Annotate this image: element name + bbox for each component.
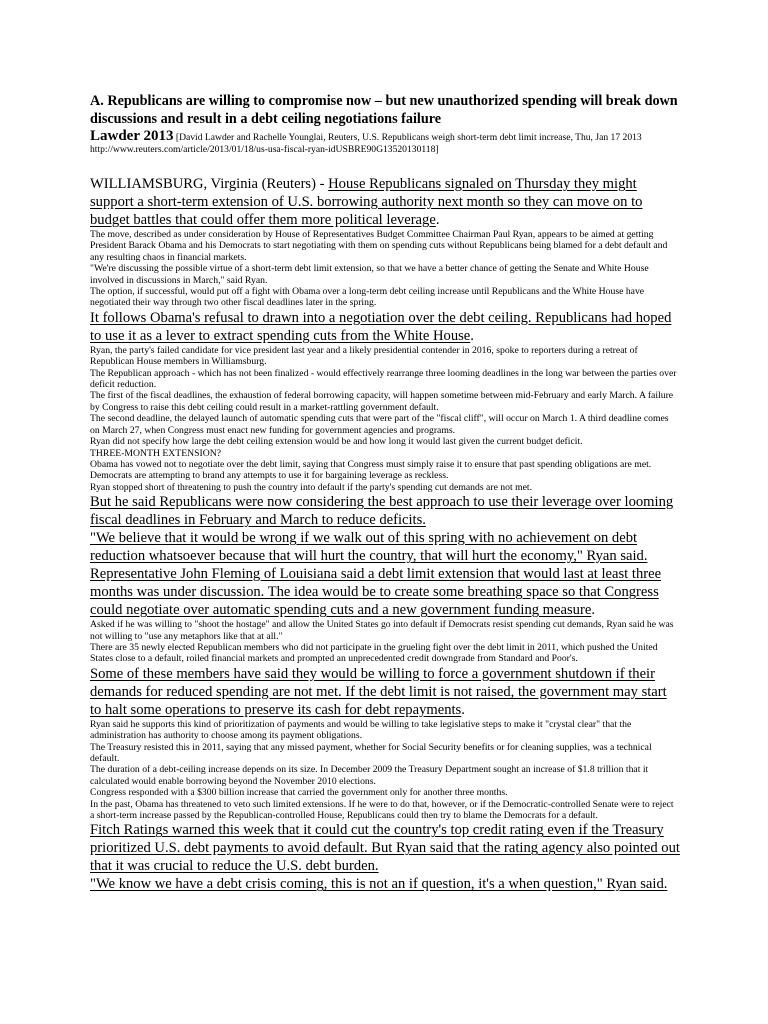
paragraph-large: [90, 529, 680, 565]
paragraph-small: The option, if successful, would put off a fight with Obama over a long-term debt ceiling increase until Republicans and the White House have negotiated their way through two other fiscal deadlines later in the spring.: [90, 286, 645, 309]
paragraph-small: The first of the fiscal deadlines, the exhaustion of federal borrowing capacity, will happen sometime between mid-February and early March. A failure by Congress to raise this debt ceiling could result in a market-rattling government default.: [90, 390, 674, 413]
paragraph-large: [90, 309, 680, 345]
citation-source: [David Lawder and Rachelle Younglai, Reuters, U.S. Republicans weigh short-term debt limit increase, Thu, Jan 17 2013 http://www.reuters.com/article/2013/01/18/us-usa-fiscal-ryan-idUSBRE90G13520130118]: [90, 132, 642, 155]
paragraph-small: Ryan said he supports this kind of prioritization of payments and would be willing to take legislative steps to make it "crystal clear" that the administration has authority to choose among its payment obligations.: [90, 718, 632, 742]
paragraph-small: Ryan did not specify how large the debt ceiling extension would be and how long it would last given the current budget deficit.: [90, 436, 583, 448]
paragraph-large: [90, 665, 680, 719]
paragraph-small: In the past, Obama has threatened to veto such limited extensions. If he were to do that, however, or if the Democratic-controlled Senate were to reject a short-term increase passed by the Republican-controlled House, Republicans could then try to blame the Democrats for a default.: [90, 798, 674, 821]
tag-heading: A. Republicans are willing to compromise now – but new unauthorized spending will break down discussions and result in a debt ceiling negotiations failure: [90, 93, 678, 127]
paragraph-small: Ryan stopped short of threatening to push the country into default if the party's spending cut demands are not met.: [90, 481, 533, 493]
underlined-text: Fitch Ratings warned this week that it could cut the country's top credit rating even if the Treasury prioritized U.S. debt payments to avoid default. But Ryan said that the rating agency also pointed out that it was crucial to reduce the U.S. debt burden.: [90, 822, 680, 875]
underlined-text: House Republicans signaled on Thursday they might support a short-term extension of U.S. borrowing authority next month so they can move on to budget battles that could offer them more political leverage: [90, 176, 643, 228]
paragraph-small: "We're discussing the possible virtue of a short-term debt limit extension, so that we have a better chance of getting the Senate and White House involved in discussions in March," said Ryan.: [90, 263, 649, 286]
underlined-text: It follows Obama's refusal to drawn into a negotiation over the debt ceiling. Republicans had hoped to use it as a lever to extract spending cuts from the White House: [90, 309, 672, 344]
paragraph-small: Asked if he was willing to "shoot the hostage" and allow the United States go into default if Democrats resist spending cut demands, Ryan said he was not willing to "use any metaphors like that at all.": [90, 619, 674, 642]
paragraph-small: The second deadline, the delayed launch of automatic spending cuts that were part of the "fiscal cliff", will occur on March 1. A third deadline comes on March 27, when Congress must enact new funding for government agencies and programs.: [90, 413, 669, 436]
paragraph-tail: .: [591, 602, 595, 619]
subheading: THREE-MONTH EXTENSION?: [90, 447, 222, 459]
paragraph-large: [90, 565, 680, 619]
paragraph-small: The Treasury resisted this in 2011, saying that any missed payment, whether for Social Security benefits or for cleaning supplies, was a technical default.: [90, 741, 652, 764]
paragraph-small: Obama has vowed not to negotiate over the debt limit, saying that Congress must simply raise it to ensure that past spending obligations are met. Democrats are attempting to brand any attempts to use it for bargaining leverage as reckless.: [90, 458, 652, 482]
document-page: [90, 92, 680, 893]
citation-tag: Lawder 2013: [90, 128, 174, 144]
paragraph-small: The Republican approach - which has not been finalized - would effectively rearrange three looming deadlines in the long war between the parties over deficit reduction.: [90, 367, 677, 391]
paragraph-small: Ryan, the party's failed candidate for vice president last year and a likely presidential contender in 2016, spoke to reporters during a retreat of Republican House members in Williamsburg.: [90, 344, 638, 368]
paragraph-large: [90, 175, 680, 229]
citation: [90, 128, 680, 155]
paragraph-tail: .: [435, 212, 440, 228]
paragraph-large: [90, 875, 680, 893]
underlined-text: But he said Republicans were now considering the best approach to use their leverage over looming fiscal deadlines in February and March to reduce deficits.: [90, 494, 674, 529]
paragraph-large: [90, 821, 680, 875]
dateline: WILLIAMSBURG, Virginia (Reuters) -: [90, 176, 329, 192]
paragraph-small: Congress responded with a $300 billion increase that carried the government only for another three months.: [90, 787, 508, 799]
paragraph-tail: .: [470, 327, 474, 344]
paragraph-small: The duration of a debt-ceiling increase depends on its size. In December 2009 the Treasury Department sought an increase of $1.8 trillion that it calculated would enable borrowing beyond the November 2010 elections.: [90, 764, 649, 787]
paragraph-tail: .: [461, 701, 465, 718]
paragraph-large: [90, 493, 680, 529]
paragraph-small: The move, described as under consideration by House of Representatives Budget Committee Chairman Paul Ryan, appears to be aimed at getting President Barack Obama and his Democrats to start negotiating with them on spending cuts without Republicans being blamed for a debt default and any resulting chaos in financial markets.: [90, 229, 668, 263]
underlined-text: Some of these members have said they would be willing to force a government shutdown if their demands for reduced spending are not met. If the debt limit is not raised, the government may start to halt some operations to preserve its cash for debt repayments: [90, 665, 667, 718]
paragraph-small: There are 35 newly elected Republican members who did not participate in the grueling fight over the debt limit in 2011, which pushed the United States close to a default, roiled financial markets and prompted an unprecedented credit downgrade from Standard and Poor's.: [90, 641, 658, 665]
underlined-text: Representative John Fleming of Louisiana said a debt limit extension that would last at least three months was under discussion. The idea would be to create some breathing space so that Congress could negotiate over automatic spending cuts and a new government funding measure: [90, 566, 662, 619]
spacer: [90, 155, 680, 175]
underlined-text: "We know we have a debt crisis coming, this is not an if question, it's a when question," Ryan said.: [90, 876, 668, 893]
underlined-text: "We believe that it would be wrong if we walk out of this spring with no achievement on debt reduction whatsoever because that will hurt the country, that will hurt the economy," Ryan said.: [90, 530, 648, 565]
